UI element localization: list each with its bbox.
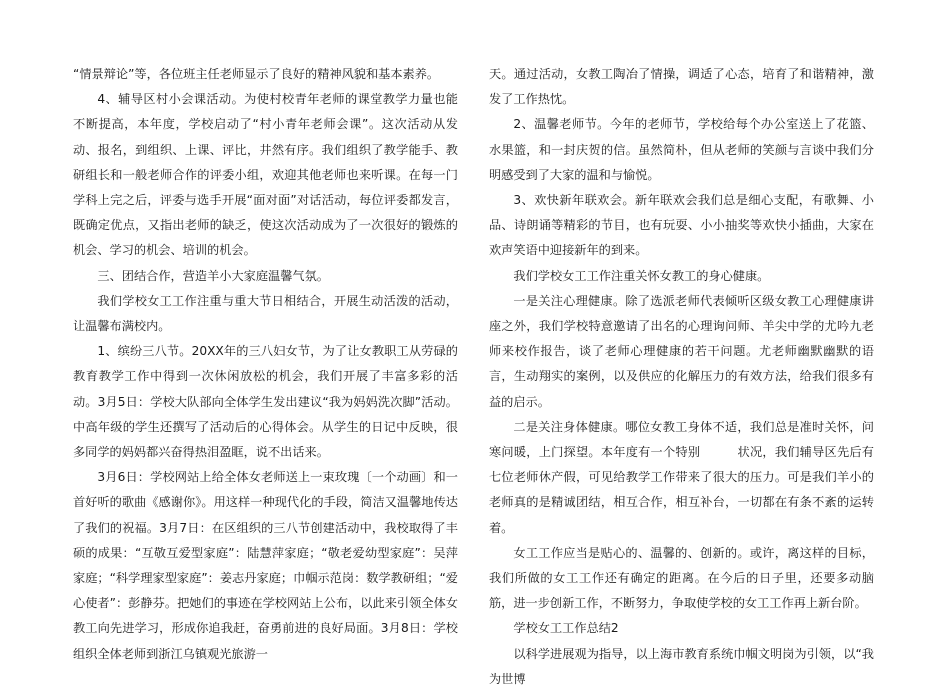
paragraph: 一是关注心理健康。除了选派老师代表倾听区级女教工心理健康讲座之外，我们学校特意邀请了出名的心理询问师、羊尖中学的尤吟九老师来校作报告，谈了老师心理健康的若干问题。尤老师幽默幽默的语言，生动翔实的案例，以及供应的化解压力的有效方法，给我们很多有益的启示。 bbox=[489, 293, 874, 409]
paragraph: 3月6日：学校网站上给全体女老师送上一束玫瑰〔一个动画〕和一首好听的歌曲《感谢你》。用这样一种现代化的手段，简洁又温馨地传达了我们的祝福。3月7日：在区组织的三八节创建活动中，我校取得了丰硕的成果：“互敬互爱型家庭”：陆慧萍家庭；“敬老爱幼型家庭”：吴萍家庭；“科学理家型家庭”：姜志丹家庭；巾帼示范岗：数学教研组；“爱心使者”：彭静芬。把她们的事迹在学校网站上公布，以此来引领全体女教工向先进学习，形成你追我赶，奋勇前进的良好局面。3月8日：学校组织全体老师到浙江乌镇观光旅游一 bbox=[73, 470, 458, 661]
section-heading: 学校女工工作总结2 bbox=[513, 621, 619, 636]
paragraph: 二是关注身体健康。哪位女教工身体不适，我们总是准时关怀，问寒问暖，上门探望。本年度有一个特别 状况，我们辅导区先后有七位老师休产假，可见给教学工作带来了很大的压力。可是我们羊小的老师真的是精诚团结，相互合作，相互补台，一切都在有条不紊的运转着。 bbox=[489, 419, 874, 535]
left-column bbox=[73, 62, 458, 667]
paragraph: 3、欢快新年联欢会。新年联欢会我们总是细心支配，有歌舞、小品、诗朗诵等精彩的节目，也有玩耍、小小抽奖等欢快小插曲，大家在欢声笑语中迎接新年的到来。 bbox=[489, 193, 874, 258]
paragraph: 天。通过活动，女教工陶冶了情操，调适了心态，培育了和谐精神，激发了工作热忱。 bbox=[489, 67, 874, 107]
section-heading: 三、团结合作，营造羊小大家庭温馨气氛。 bbox=[97, 268, 329, 283]
paragraph: “情景辩论”等，各位班主任老师显示了良好的精神风貌和基本素养。 bbox=[73, 67, 440, 81]
right-column bbox=[489, 62, 874, 692]
paragraph: 以科学进展观为指导，以上海市教育系统巾帼文明岗为引领，以“我为世博 bbox=[489, 646, 874, 686]
paragraph: 4、辅导区村小会课活动。为使村校青年老师的课堂教学力量也能不断提高，本年度，学校启动了“村小青年老师会课”。这次活动从发动、报名，到组织、上课、评比，井然有序。我们组织了教学能手、教研组长和一般老师合作的评委小组，欢迎其他老师也来听课。在每一门学科上完之后，评委与选手开展“面对面”对话活动，每位评委都发言，既确定优点，又指出老师的缺乏，使这次活动成为了一次很好的锻炼的机会、学习的机会、培训的机会。 bbox=[73, 92, 458, 258]
paragraph: 我们学校女工工作注重关怀女教工的身心健康。 bbox=[513, 268, 770, 283]
paragraph: 2、温馨老师节。今年的老师节，学校给每个办公室送上了花篮、水果篮，和一封庆贺的信。虽然简朴，但从老师的笑颜与言谈中我们分明感受到了大家的温和与愉悦。 bbox=[489, 117, 874, 182]
paragraph: 女工工作应当是贴心的、温馨的、创新的。或许，离这样的目标，我们所做的女工工作还有确定的距离。在今后的日子里，还要多动脑筋，进一步创新工作，不断努力，争取使学校的女工工作再上新台阶。 bbox=[489, 545, 874, 611]
paragraph: 我们学校女工工作注重与重大节日相结合，开展生动活泼的活动，让温馨布满校内。 bbox=[73, 293, 458, 334]
paragraph: 1、缤纷三八节。20XX年的三八妇女节，为了让女教职工从劳碌的教育教学工作中得到一次休闲放松的机会，我们开展了丰富多彩的活动。3月5日：学校大队部向全体学生发出建议“我为妈妈洗次脚”活动。中高年级的学生还撰写了活动后的心得体会。从学生的日记中反映，很多同学的妈妈都兴奋得热泪盈眶，说不出话来。 bbox=[73, 344, 458, 460]
